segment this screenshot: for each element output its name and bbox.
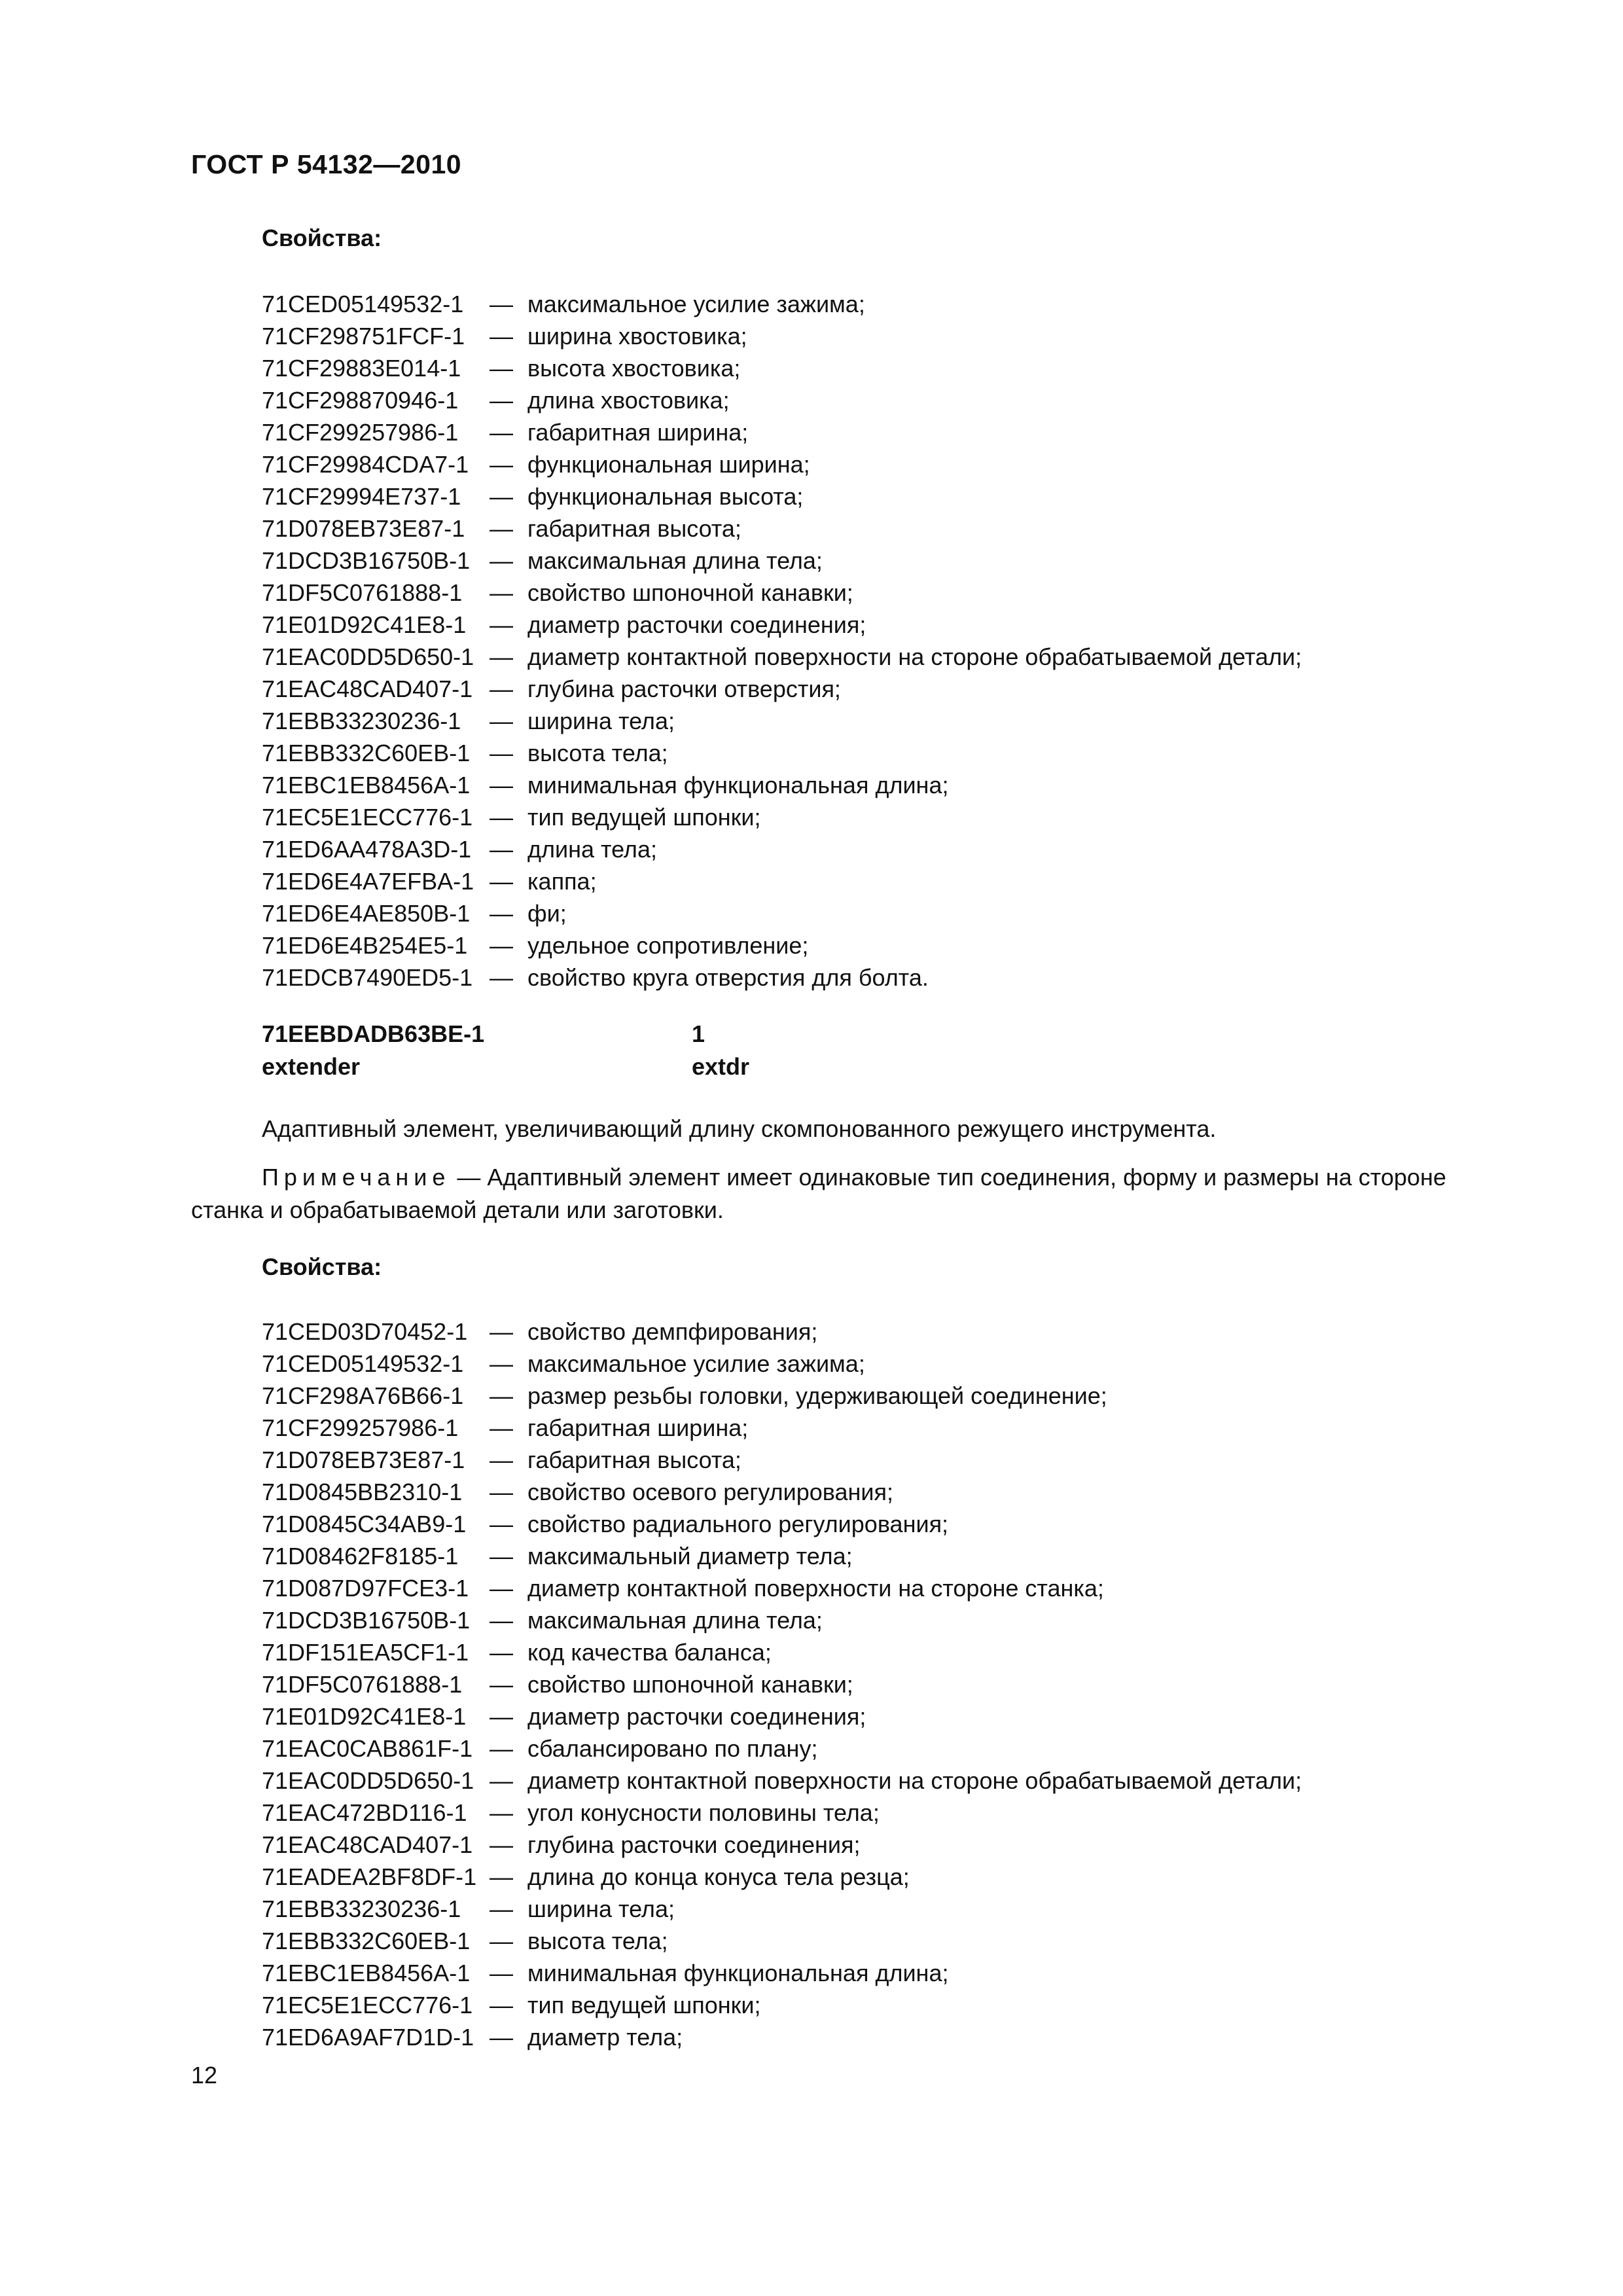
property-description: тип ведущей шпонки;	[527, 1992, 761, 2018]
property-dash: —	[490, 1863, 513, 1890]
property-item	[262, 801, 1302, 833]
property-code: 71ED6AA478A3D-1	[262, 836, 472, 863]
property-code: 71EAC0CAB861F-1	[262, 1735, 473, 1762]
property-item	[262, 1765, 1302, 1797]
property-code: 71EC5E1ECC776-1	[262, 804, 473, 831]
property-code: 71EAC0DD5D650-1	[262, 1767, 474, 1794]
property-item	[262, 1604, 1302, 1636]
property-item	[262, 1476, 1302, 1508]
note-text-1: — Адаптивный элемент имеет одинаковые тип соединения, форму и размеры на стороне	[450, 1164, 1446, 1191]
property-dash: —	[490, 1446, 513, 1473]
property-description: свойство круга отверстия для болта.	[527, 964, 929, 991]
property-description: свойство шпоночной канавки;	[527, 579, 853, 606]
property-dash: —	[490, 1414, 513, 1441]
property-code: 71CF299257986-1	[262, 419, 459, 446]
property-item	[262, 897, 1302, 929]
property-dash: —	[490, 1382, 513, 1409]
property-dash: —	[490, 1511, 513, 1537]
property-code: 71EDCB7490ED5-1	[262, 964, 473, 991]
property-description: размер резьбы головки, удерживающей соединение;	[527, 1382, 1107, 1409]
property-description: функциональная высота;	[527, 483, 804, 510]
property-description: габаритная ширина;	[527, 419, 749, 446]
property-code: 71CED05149532-1	[262, 1350, 464, 1377]
property-dash: —	[490, 547, 513, 574]
property-item	[262, 1636, 1302, 1668]
property-item	[262, 1572, 1302, 1604]
property-item	[262, 673, 1302, 705]
property-code: 71E01D92C41E8-1	[262, 1703, 467, 1730]
property-dash: —	[490, 1479, 513, 1505]
property-dash: —	[490, 1992, 513, 2018]
document-header: ГОСТ Р 54132—2010	[191, 149, 462, 179]
property-dash: —	[490, 964, 513, 991]
property-dash: —	[490, 579, 513, 606]
property-item	[262, 1989, 1302, 2021]
property-dash: —	[490, 1350, 513, 1377]
property-item	[262, 1893, 1302, 1925]
property-code: 71CF299257986-1	[262, 1414, 459, 1441]
property-description: ширина тела;	[527, 708, 675, 734]
property-item	[262, 961, 1302, 994]
property-description: максимальное усилие зажима;	[527, 291, 865, 317]
property-description: диаметр контактной поверхности на стороне станка;	[527, 1575, 1104, 1602]
property-dash: —	[490, 1318, 513, 1345]
property-code: 71ED6E4AE850B-1	[262, 900, 471, 927]
property-item	[262, 1732, 1302, 1765]
property-code: 71EAC48CAD407-1	[262, 1831, 473, 1858]
property-code: 71CF29984CDA7-1	[262, 451, 469, 478]
property-description: свойство радиального регулирования;	[527, 1511, 949, 1537]
property-code: 71EBB332C60EB-1	[262, 740, 471, 766]
property-dash: —	[490, 483, 513, 510]
property-item	[262, 865, 1302, 897]
property-code: 71CED05149532-1	[262, 291, 464, 317]
property-description: глубина расточки соединения;	[527, 1831, 861, 1858]
property-dash: —	[490, 1639, 513, 1666]
property-description: фи;	[527, 900, 567, 927]
property-description: габаритная высота;	[527, 1446, 741, 1473]
property-code: 71ED6E4B254E5-1	[262, 932, 468, 959]
property-description: минимальная функциональная длина;	[527, 772, 949, 798]
property-item	[262, 1348, 1302, 1380]
property-dash: —	[490, 1575, 513, 1602]
property-code: 71CF298A76B66-1	[262, 1382, 464, 1409]
property-description: тип ведущей шпонки;	[527, 804, 761, 831]
property-description: каппа;	[527, 868, 597, 895]
note	[191, 1161, 1500, 1227]
property-dash: —	[490, 708, 513, 734]
term-row-name	[262, 1050, 749, 1083]
property-dash: —	[490, 2024, 513, 2051]
property-description: высота хвостовика;	[527, 355, 741, 382]
property-dash: —	[490, 451, 513, 478]
property-item	[262, 1925, 1302, 1957]
property-dash: —	[490, 1735, 513, 1762]
property-item	[262, 737, 1302, 769]
property-item	[262, 641, 1302, 673]
property-dash: —	[490, 1831, 513, 1858]
property-item	[262, 1380, 1302, 1412]
property-dash: —	[490, 772, 513, 798]
term-version: 1	[692, 1020, 705, 1047]
property-item	[262, 609, 1302, 641]
property-description: максимальное усилие зажима;	[527, 1350, 865, 1377]
property-code: 71EAC0DD5D650-1	[262, 643, 474, 670]
property-item	[262, 1444, 1302, 1476]
property-dash: —	[490, 1607, 513, 1634]
property-description: функциональная ширина;	[527, 451, 810, 478]
term-abbreviation: extdr	[692, 1053, 750, 1080]
property-item	[262, 352, 1302, 384]
term-name: extender	[262, 1053, 361, 1080]
property-description: диаметр расточки соединения;	[527, 1703, 866, 1730]
property-item	[262, 1861, 1302, 1893]
property-description: удельное сопротивление;	[527, 932, 809, 959]
property-item	[262, 1316, 1302, 1348]
property-item	[262, 1700, 1302, 1732]
property-code: 71CF298751FCF-1	[262, 323, 465, 350]
property-list-1	[262, 288, 1302, 994]
property-dash: —	[490, 1671, 513, 1698]
property-item	[262, 1668, 1302, 1700]
property-description: ширина хвостовика;	[527, 323, 747, 350]
property-item	[262, 833, 1302, 865]
property-code: 71DCD3B16750B-1	[262, 1607, 471, 1634]
property-code: 71CF29994E737-1	[262, 483, 461, 510]
property-dash: —	[490, 868, 513, 895]
property-dash: —	[490, 1767, 513, 1794]
property-dash: —	[490, 1799, 513, 1826]
property-code: 71CF298870946-1	[262, 387, 459, 414]
property-dash: —	[490, 932, 513, 959]
note-line-1	[191, 1161, 1500, 1194]
property-code: 71EBC1EB8456A-1	[262, 1960, 471, 1986]
property-dash: —	[490, 836, 513, 863]
property-code: 71DF5C0761888-1	[262, 579, 463, 606]
property-dash: —	[490, 387, 513, 414]
property-dash: —	[490, 1928, 513, 1954]
property-code: 71EAC48CAD407-1	[262, 675, 473, 702]
section-heading-properties-2: Свойства:	[262, 1253, 382, 1280]
section-heading-properties-1: Свойства:	[262, 224, 382, 251]
property-description: длина хвостовика;	[527, 387, 730, 414]
property-dash: —	[490, 1960, 513, 1986]
property-description: ширина тела;	[527, 1895, 675, 1922]
property-code: 71D087D97FCE3-1	[262, 1575, 469, 1602]
page-number: 12	[191, 2062, 218, 2089]
property-code: 71EC5E1ECC776-1	[262, 1992, 473, 2018]
property-description: диаметр контактной поверхности на стороне обрабатываемой детали;	[527, 643, 1302, 670]
property-description: максимальный диаметр тела;	[527, 1543, 853, 1570]
property-code: 71D0845C34AB9-1	[262, 1511, 467, 1537]
property-item	[262, 769, 1302, 801]
property-code: 71ED6E4A7EFBA-1	[262, 868, 474, 895]
property-list-2	[262, 1316, 1302, 2053]
property-dash: —	[490, 740, 513, 766]
property-code: 71EBB33230236-1	[262, 708, 461, 734]
property-item	[262, 577, 1302, 609]
property-item	[262, 2021, 1302, 2053]
property-code: 71EBC1EB8456A-1	[262, 772, 471, 798]
property-description: высота тела;	[527, 740, 668, 766]
property-dash: —	[490, 323, 513, 350]
property-description: габаритная ширина;	[527, 1414, 749, 1441]
property-item	[262, 512, 1302, 545]
note-label: Примечание	[262, 1164, 451, 1191]
property-dash: —	[490, 1543, 513, 1570]
property-item	[262, 545, 1302, 577]
property-code: 71EAC472BD116-1	[262, 1799, 467, 1826]
property-description: габаритная высота;	[527, 515, 741, 542]
property-code: 71EBB33230236-1	[262, 1895, 461, 1922]
note-line-2: станка и обрабатываемой детали или заготовки.	[191, 1196, 724, 1223]
property-dash: —	[490, 804, 513, 831]
property-dash: —	[490, 1895, 513, 1922]
property-description: глубина расточки отверстия;	[527, 675, 841, 702]
property-description: свойство демпфирования;	[527, 1318, 818, 1345]
property-description: минимальная функциональная длина;	[527, 1960, 949, 1986]
property-item	[262, 929, 1302, 961]
property-item	[262, 1412, 1302, 1444]
property-item	[262, 320, 1302, 352]
property-description: сбалансировано по плану;	[527, 1735, 818, 1762]
property-description: диаметр контактной поверхности на стороне обрабатываемой детали;	[527, 1767, 1302, 1794]
property-dash: —	[490, 1703, 513, 1730]
term-block	[262, 1018, 749, 1083]
property-item	[262, 416, 1302, 448]
property-dash: —	[490, 291, 513, 317]
property-code: 71D0845BB2310-1	[262, 1479, 463, 1505]
property-code: 71DF151EA5CF1-1	[262, 1639, 469, 1666]
property-item	[262, 384, 1302, 416]
term-definition: Адаптивный элемент, увеличивающий длину скомпонованного режущего инструмента.	[262, 1115, 1217, 1142]
property-code: 71CED03D70452-1	[262, 1318, 468, 1345]
property-description: высота тела;	[527, 1928, 668, 1954]
property-description: код качества баланса;	[527, 1639, 772, 1666]
property-item	[262, 448, 1302, 480]
property-dash: —	[490, 355, 513, 382]
property-code: 71ED6A9AF7D1D-1	[262, 2024, 474, 2051]
property-code: 71D08462F8185-1	[262, 1543, 459, 1570]
property-item	[262, 288, 1302, 320]
property-dash: —	[490, 611, 513, 638]
property-dash: —	[490, 419, 513, 446]
property-item	[262, 480, 1302, 512]
property-description: свойство осевого регулирования;	[527, 1479, 894, 1505]
property-code: 71E01D92C41E8-1	[262, 611, 467, 638]
property-description: длина до конца конуса тела резца;	[527, 1863, 910, 1890]
property-item	[262, 1797, 1302, 1829]
property-item	[262, 1829, 1302, 1861]
property-item	[262, 1957, 1302, 1989]
property-description: максимальная длина тела;	[527, 1607, 823, 1634]
property-dash: —	[490, 643, 513, 670]
property-item	[262, 1540, 1302, 1572]
property-dash: —	[490, 675, 513, 702]
property-dash: —	[490, 515, 513, 542]
property-description: диаметр тела;	[527, 2024, 683, 2051]
property-description: свойство шпоночной канавки;	[527, 1671, 853, 1698]
property-item	[262, 705, 1302, 737]
property-code: 71D078EB73E87-1	[262, 1446, 465, 1473]
property-code: 71CF29883E014-1	[262, 355, 461, 382]
property-code: 71EADEA2BF8DF-1	[262, 1863, 477, 1890]
property-code: 71D078EB73E87-1	[262, 515, 465, 542]
term-row-code	[262, 1018, 749, 1050]
property-item	[262, 1508, 1302, 1540]
property-description: длина тела;	[527, 836, 657, 863]
property-description: максимальная длина тела;	[527, 547, 823, 574]
property-code: 71DCD3B16750B-1	[262, 547, 471, 574]
property-code: 71EBB332C60EB-1	[262, 1928, 471, 1954]
property-code: 71DF5C0761888-1	[262, 1671, 463, 1698]
term-code: 71EEBDADB63BE-1	[262, 1020, 485, 1047]
property-dash: —	[490, 900, 513, 927]
property-description: угол конусности половины тела;	[527, 1799, 880, 1826]
property-description: диаметр расточки соединения;	[527, 611, 866, 638]
